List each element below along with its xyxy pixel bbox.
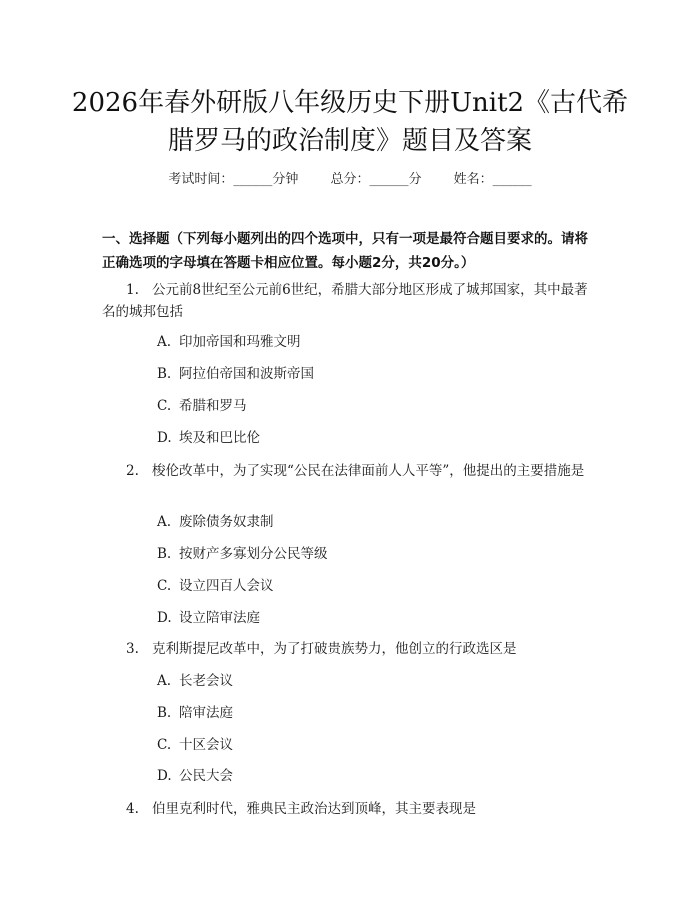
q3-option-a bbox=[157, 671, 233, 691]
exam-meta bbox=[0, 168, 700, 187]
option-text: 设立陪审法庭 bbox=[179, 610, 260, 626]
option-letter: C. bbox=[157, 737, 172, 753]
question-number: 4. bbox=[126, 801, 139, 817]
q2-option-b bbox=[157, 544, 328, 564]
option-letter: B. bbox=[157, 366, 172, 382]
student-name-field: 姓名：______ bbox=[453, 172, 532, 187]
option-text: 公民大会 bbox=[179, 768, 233, 784]
question-text: 公元前8世纪至公元前6世纪，希腊大部分地区形成了城邦国家，其中最著名的城邦包括 bbox=[102, 282, 588, 320]
option-letter: C. bbox=[157, 398, 172, 414]
option-letter: D. bbox=[157, 430, 172, 446]
q3-option-d bbox=[157, 766, 233, 786]
exam-time-field: 考试时间：______分钟 bbox=[168, 172, 299, 187]
option-letter: B. bbox=[157, 546, 172, 562]
option-letter: A. bbox=[157, 514, 172, 530]
q1-option-b bbox=[157, 364, 314, 384]
q3-option-b bbox=[157, 703, 233, 723]
q1-option-c bbox=[157, 396, 247, 416]
option-letter: D. bbox=[157, 610, 172, 626]
option-text: 废除债务奴隶制 bbox=[179, 514, 274, 530]
option-text: 希腊和罗马 bbox=[179, 398, 247, 414]
question-number: 2. bbox=[126, 463, 139, 479]
option-letter: A. bbox=[157, 673, 172, 689]
option-letter: C. bbox=[157, 578, 172, 594]
option-letter: A. bbox=[157, 334, 172, 350]
option-letter: B. bbox=[157, 705, 172, 721]
question-text: 伯里克利时代，雅典民主政治达到顶峰，其主要表现是 bbox=[152, 801, 476, 817]
question-2 bbox=[102, 460, 600, 482]
option-text: 十区会议 bbox=[179, 737, 233, 753]
option-letter: D. bbox=[157, 768, 172, 784]
option-text: 陪审法庭 bbox=[179, 705, 233, 721]
q3-option-c bbox=[157, 735, 233, 755]
document-title: 2026年春外研版八年级历史下册Unit2《古代希腊罗马的政治制度》题目及答案 bbox=[71, 88, 629, 156]
question-4 bbox=[102, 798, 600, 820]
section-heading: 一、选择题（下列每小题列出的四个选项中，只有一项是最符合题目要求的。请将正确选项的字母填在答题卡相应位置。每小题2分，共20分。） bbox=[102, 231, 588, 271]
option-text: 埃及和巴比伦 bbox=[179, 430, 260, 446]
option-text: 长老会议 bbox=[179, 673, 233, 689]
question-text: 梭伦改革中，为了实现“公民在法律面前人人平等”，他提出的主要措施是 bbox=[152, 463, 585, 479]
q1-option-a bbox=[157, 332, 301, 352]
question-number: 3. bbox=[126, 641, 139, 657]
q2-option-c bbox=[157, 576, 274, 596]
question-3 bbox=[102, 638, 600, 660]
question-number: 1. bbox=[126, 282, 139, 298]
question-1 bbox=[102, 279, 600, 323]
option-text: 印加帝国和玛雅文明 bbox=[179, 334, 301, 350]
q1-option-d bbox=[157, 428, 260, 448]
q2-option-d bbox=[157, 608, 260, 628]
option-text: 设立四百人会议 bbox=[179, 578, 274, 594]
option-text: 按财产多寡划分公民等级 bbox=[179, 546, 328, 562]
q2-option-a bbox=[157, 512, 274, 532]
question-text: 克利斯提尼改革中，为了打破贵族势力，他创立的行政选区是 bbox=[152, 641, 517, 657]
total-score-field: 总分：______分 bbox=[330, 172, 422, 187]
option-text: 阿拉伯帝国和波斯帝国 bbox=[179, 366, 314, 382]
